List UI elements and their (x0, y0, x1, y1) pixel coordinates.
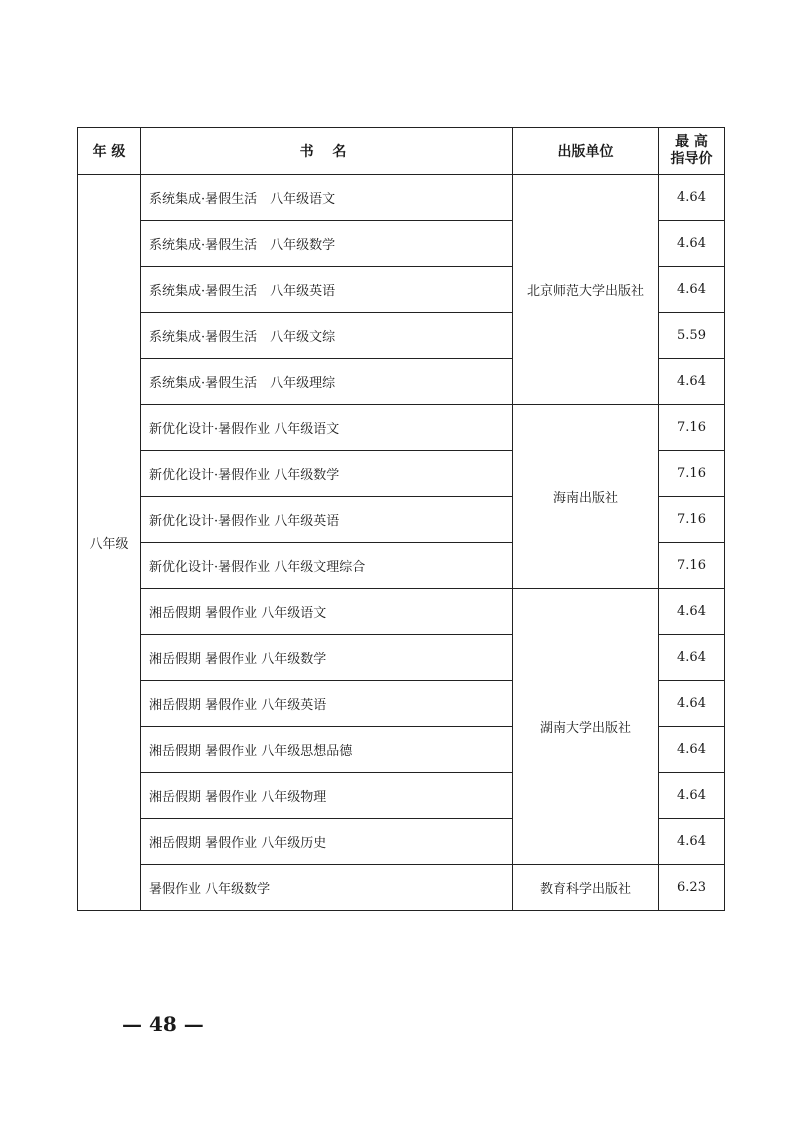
book-title: 系统集成·暑假生活 八年级英语 (141, 267, 513, 313)
page-number: — 48 — (122, 1012, 204, 1036)
price-cell: 7.16 (659, 497, 725, 543)
book-title: 系统集成·暑假生活 八年级数学 (141, 221, 513, 267)
publisher-cell: 海南出版社 (513, 405, 659, 589)
book-title: 湘岳假期 暑假作业 八年级思想品德 (141, 727, 513, 773)
book-title: 系统集成·暑假生活 八年级语文 (141, 175, 513, 221)
header-grade: 年 级 (78, 128, 141, 175)
price-cell: 6.23 (659, 865, 725, 911)
price-cell: 5.59 (659, 313, 725, 359)
grade-cell: 八年级 (78, 175, 141, 911)
publisher-cell: 教育科学出版社 (513, 865, 659, 911)
header-publisher: 出版单位 (513, 128, 659, 175)
header-price-line1: 最 高 (675, 134, 708, 150)
table-body (78, 175, 725, 911)
header-title: 书 名 (141, 128, 513, 175)
price-cell: 7.16 (659, 451, 725, 497)
publisher-cell: 湖南大学出版社 (513, 589, 659, 865)
table-row (78, 175, 725, 221)
book-title: 湘岳假期 暑假作业 八年级历史 (141, 819, 513, 865)
book-title: 湘岳假期 暑假作业 八年级物理 (141, 773, 513, 819)
header-price-line2: 指导价 (670, 151, 713, 167)
book-title: 新优化设计·暑假作业 八年级文理综合 (141, 543, 513, 589)
publisher-cell: 北京师范大学出版社 (513, 175, 659, 405)
price-cell: 4.64 (659, 773, 725, 819)
book-title: 湘岳假期 暑假作业 八年级数学 (141, 635, 513, 681)
table-row (78, 589, 725, 635)
header-price (659, 128, 725, 175)
book-title: 新优化设计·暑假作业 八年级英语 (141, 497, 513, 543)
book-title: 新优化设计·暑假作业 八年级语文 (141, 405, 513, 451)
price-cell: 7.16 (659, 405, 725, 451)
table-row (78, 405, 725, 451)
book-title: 系统集成·暑假生活 八年级文综 (141, 313, 513, 359)
price-cell: 4.64 (659, 681, 725, 727)
book-title: 湘岳假期 暑假作业 八年级语文 (141, 589, 513, 635)
price-cell: 4.64 (659, 175, 725, 221)
header-row (78, 128, 725, 175)
price-cell: 4.64 (659, 267, 725, 313)
book-title: 新优化设计·暑假作业 八年级数学 (141, 451, 513, 497)
price-cell: 4.64 (659, 589, 725, 635)
price-cell: 4.64 (659, 727, 725, 773)
price-cell: 4.64 (659, 359, 725, 405)
price-table (77, 127, 725, 911)
price-cell: 7.16 (659, 543, 725, 589)
book-title: 湘岳假期 暑假作业 八年级英语 (141, 681, 513, 727)
price-cell: 4.64 (659, 635, 725, 681)
price-cell: 4.64 (659, 221, 725, 267)
table-row (78, 865, 725, 911)
price-cell: 4.64 (659, 819, 725, 865)
book-title: 暑假作业 八年级数学 (141, 865, 513, 911)
book-title: 系统集成·暑假生活 八年级理综 (141, 359, 513, 405)
